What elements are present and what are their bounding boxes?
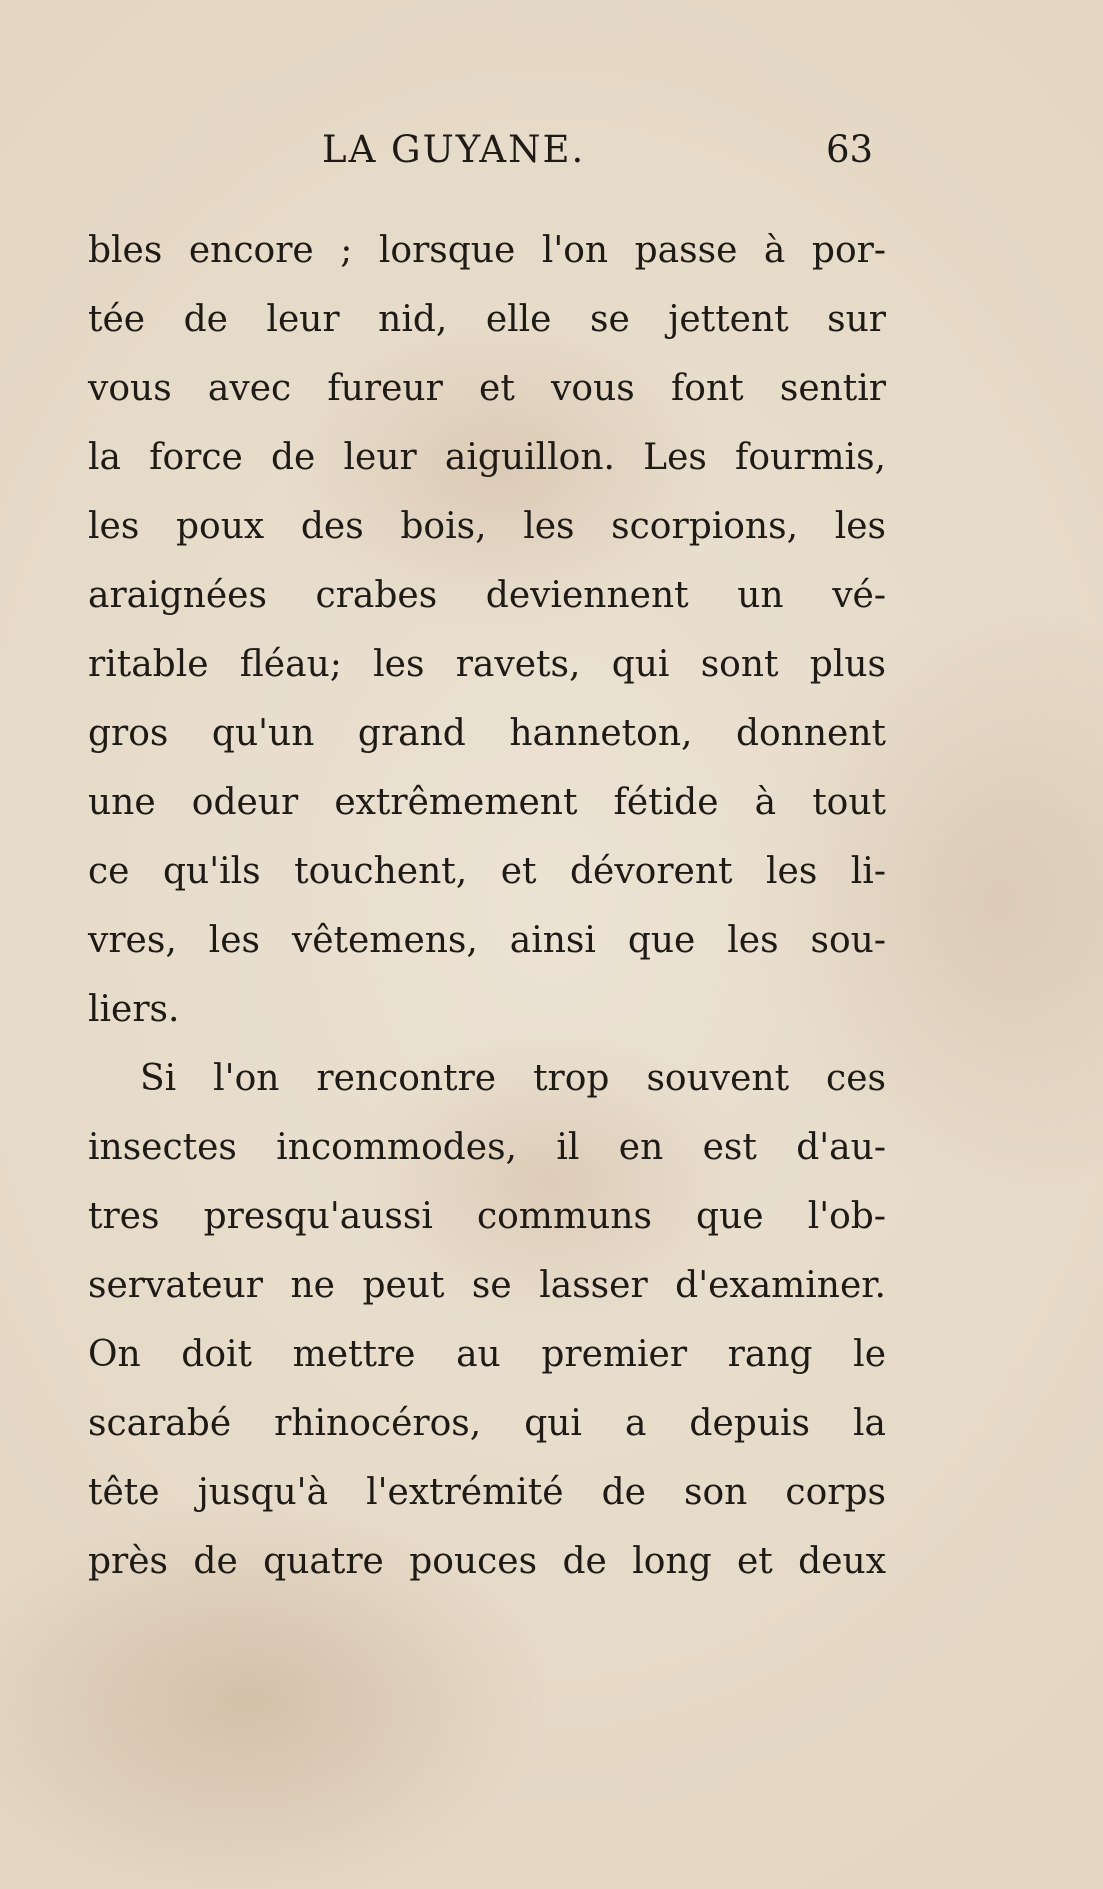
text-line: une odeur extrêmement fétide à tout xyxy=(88,782,886,823)
text-line: bles encore ; lorsque l'on passe à por- xyxy=(88,230,886,271)
text-line: tres presqu'aussi communs que l'ob- xyxy=(88,1196,886,1237)
page-header xyxy=(322,128,882,178)
running-title: LA GUYANE. xyxy=(322,128,586,171)
text-line: vous avec fureur et vous font sentir xyxy=(88,368,886,409)
text-line: gros qu'un grand hanneton, donnent xyxy=(88,713,886,754)
text-line: scarabé rhinocéros, qui a depuis la xyxy=(88,1403,886,1444)
text-line: Si l'on rencontre trop souvent ces xyxy=(140,1058,886,1099)
text-line: liers. xyxy=(88,989,180,1030)
text-line: ritable fléau; les ravets, qui sont plus xyxy=(88,644,886,685)
text-line: On doit mettre au premier rang le xyxy=(88,1334,886,1375)
text-line: près de quatre pouces de long et deux xyxy=(88,1541,886,1582)
text-line: tée de leur nid, elle se jettent sur xyxy=(88,299,886,340)
body-text xyxy=(88,216,886,1596)
text-line: ce qu'ils touchent, et dévorent les li- xyxy=(88,851,886,892)
text-line: servateur ne peut se lasser d'examiner. xyxy=(88,1265,886,1306)
text-line: vres, les vêtemens, ainsi que les sou- xyxy=(88,920,886,961)
text-line: araignées crabes deviennent un vé- xyxy=(88,575,886,616)
text-line: les poux des bois, les scorpions, les xyxy=(88,506,886,547)
text-line: tête jusqu'à l'extrémité de son corps xyxy=(88,1472,886,1513)
page-number: 63 xyxy=(826,128,874,171)
text-line: la force de leur aiguillon. Les fourmis, xyxy=(88,437,886,478)
text-line: insectes incommodes, il en est d'au- xyxy=(88,1127,886,1168)
